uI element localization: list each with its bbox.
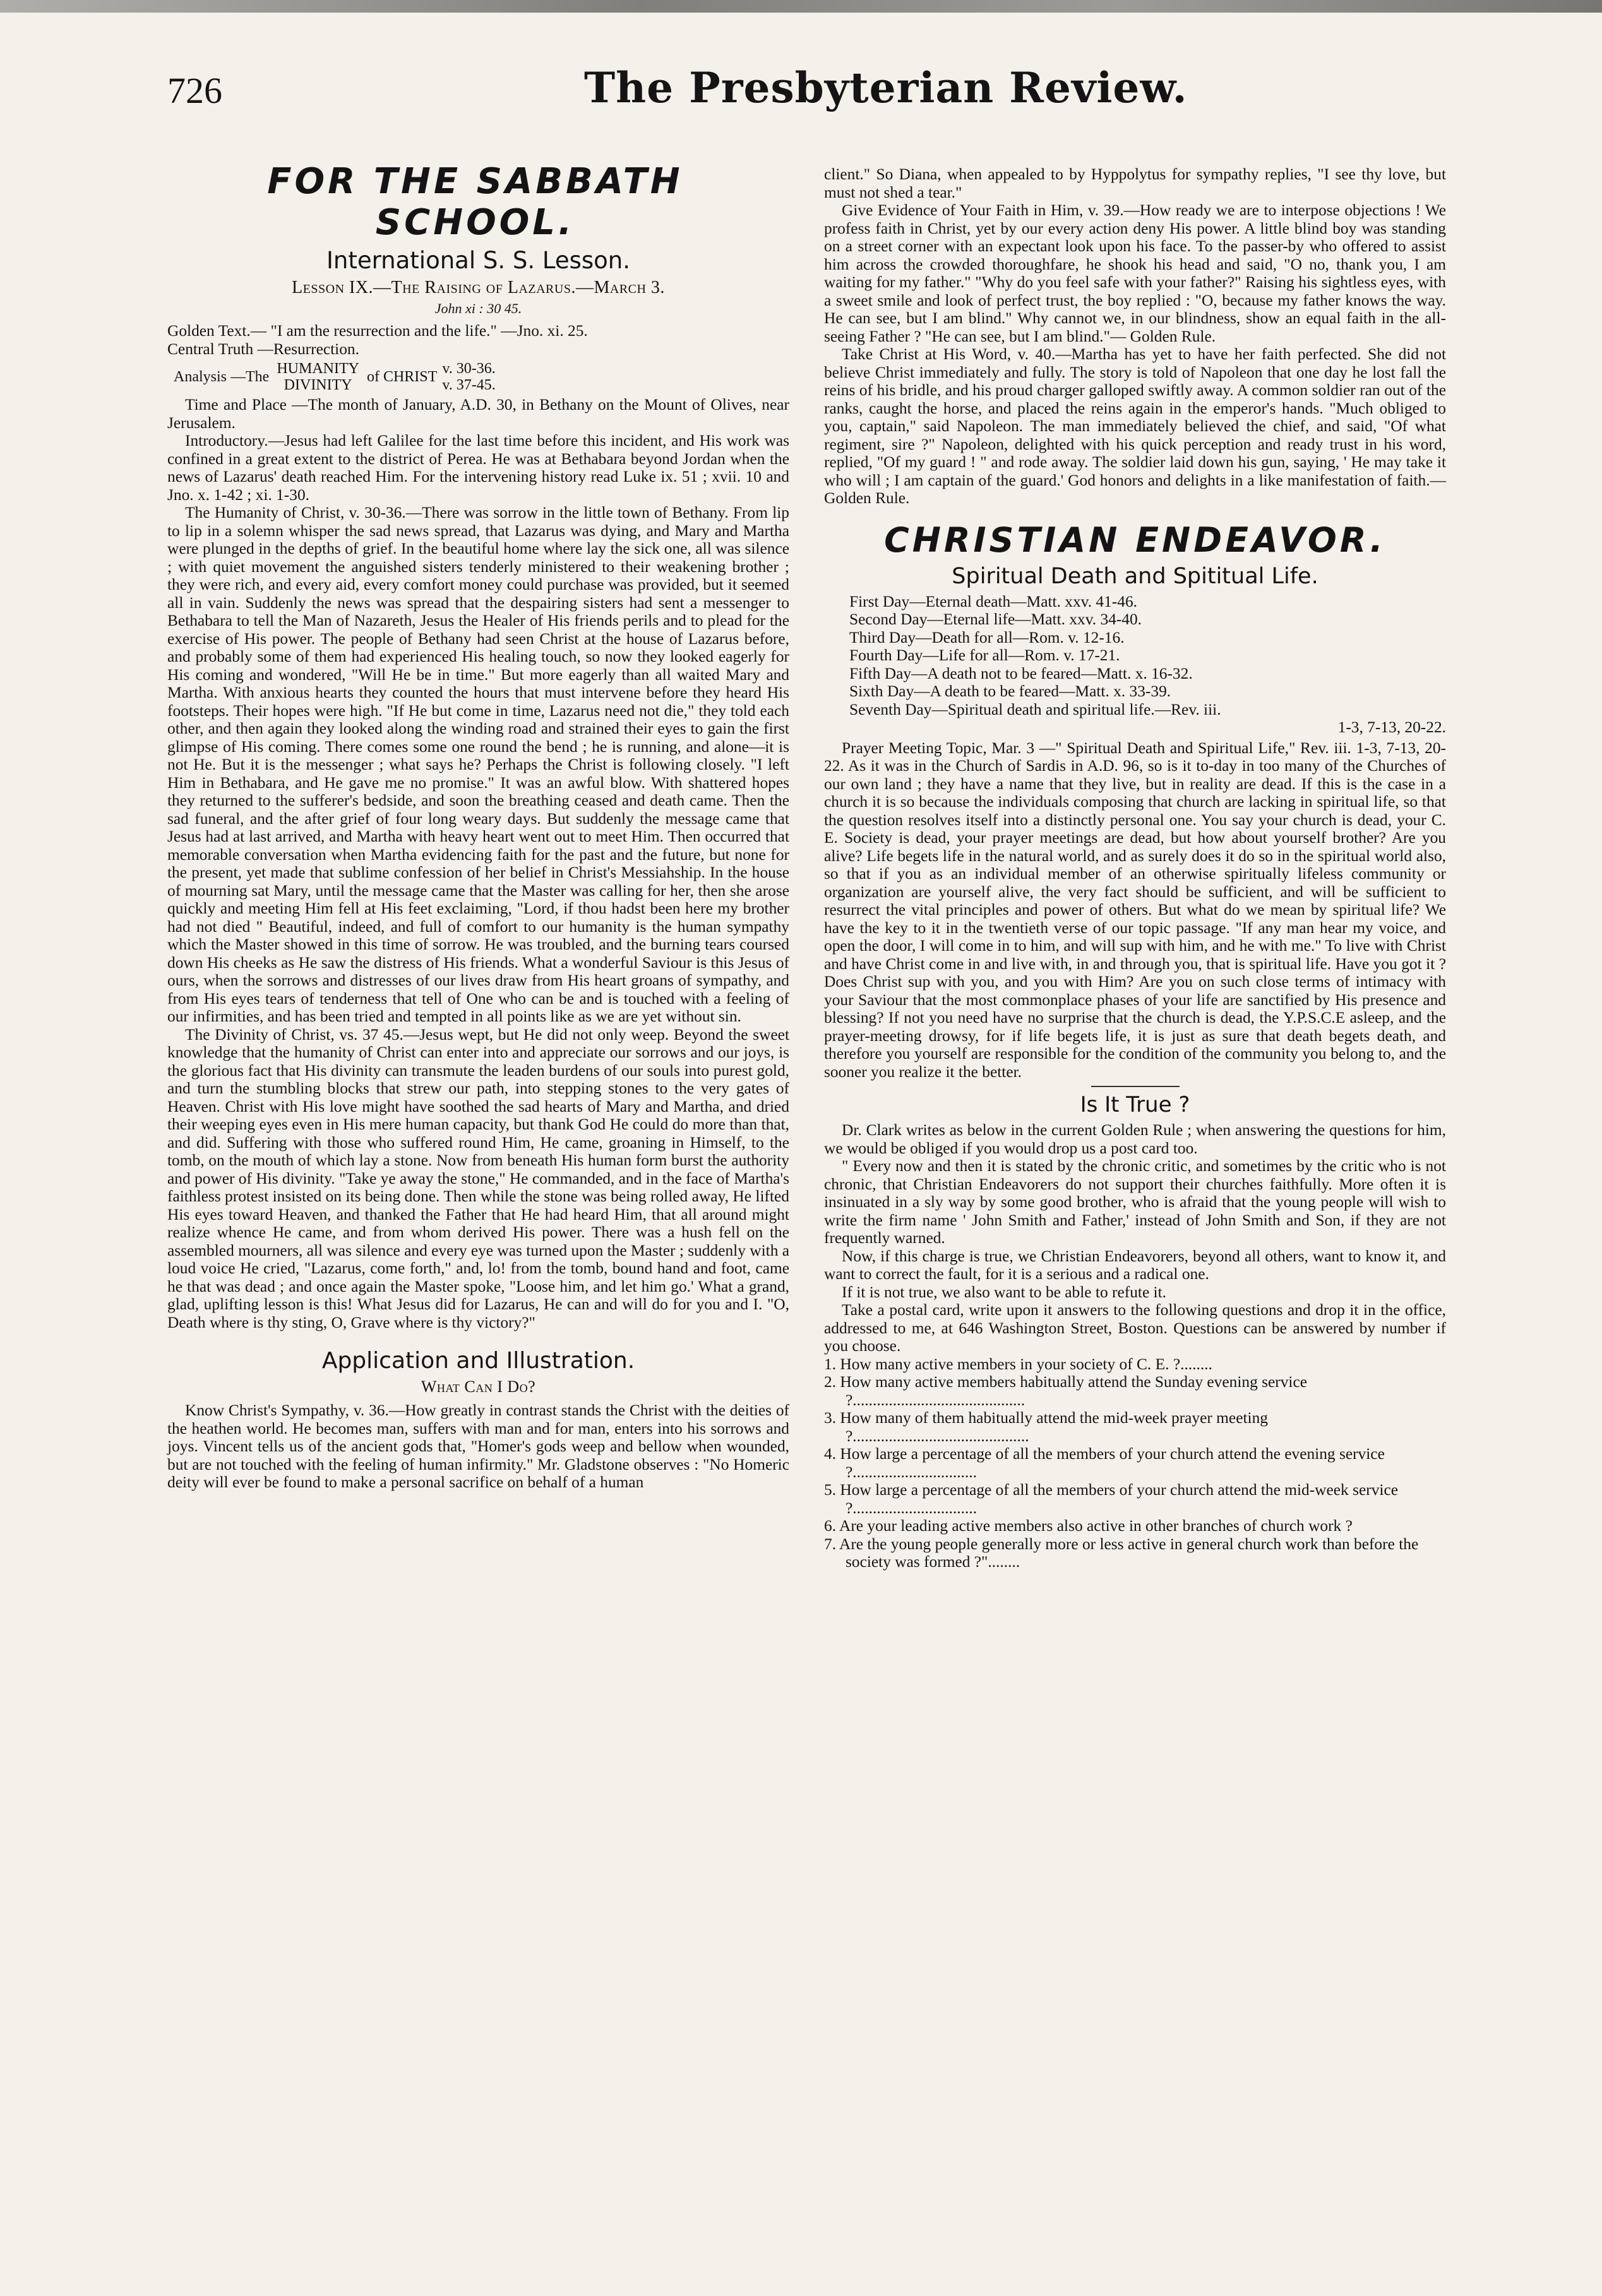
time-and-place: Time and Place —The month of January, A.D. 30, in Bethany on the Mount of Olives, near Jerusalem.	[167, 396, 789, 432]
question-item: 2. How many active members habitually attend the Sunday evening service ?...........................................	[824, 1373, 1308, 1409]
central-truth: Central Truth —Resurrection.	[167, 340, 359, 358]
endeavor-body	[824, 739, 1446, 1081]
golden-text: Golden Text.— "I am the resurrection and the life." —Jno. xi. 25.	[167, 322, 588, 340]
page-number: 726	[167, 70, 222, 111]
application-title: Application and Illustration.	[321, 1348, 635, 1374]
lesson-title: Lesson IX.—The Raising of Lazarus.—March 3.	[292, 278, 665, 297]
lesson-scripture: John xi : 30 45.	[434, 300, 522, 316]
scan-edge-band	[0, 0, 1602, 13]
question-item: 4. How large a percentage of all the members of your church attend the evening service ?...............................	[824, 1445, 1385, 1481]
humanity-paragraph: The Humanity of Christ, v. 30-36.—There was sorrow in the little town of Bethany. From lip to lip in a solemn whisper the sad news spread, that Lazarus was dying, and Mary and Martha were plunged in the depths of grief. In the beautiful home where lay the sick one, all was silence ; with quiet movement the anguished sisters tenderly ministered to their weakening brother ; they were rich, and every aid, every comfort money could purchase was provided, but it seemed all in vain. Suddenly the news was spread that the despairing sisters had sent a messenger to Bethabara to tell the Man of Nazareth, Jesus the Healer of His friends perils and to plead for the exercise of His power. The people of Bethany had seen Christ at the house of Lazarus before, and probably some of them had experienced His healing touch, so now they looked eagerly for His coming and wondered, "Will He be in time." But more eagerly than all waited Mary and Martha. With anxious hearts they counted the hours that must intervene before they heard His footsteps. Their hopes were high. "If He but come in time, Lazarus need not die," they told each other, and then again they looked along the winding road and strained their eyes to gain the first glimpse of His coming. There comes some one round the bend ; he is running, and alone—it is not He. But it is the messenger ; what says he? Perhaps the Christ is following closely. "I left Him in Bethabara, and He gave me no promise." It was an awful blow. With shattered hopes they returned to the sufferer's bedside, and soon the breathing ceased and death came. Then the sad funeral, and the after grief of four long weary days. But suddenly the message came that Jesus had at last arrived, and Martha with heavy heart went out to meet Him. Then occurred that memorable conversation when Martha evidencing faith for the past and the future, but none for the present, yet made that sublime confession of her belief in Christ's Messiahship. In the house of mourning sat Mary, until the message came that the Master was calling for her, then she arose quickly and meeting Him fell at His feet exclaiming, "Lord, if thou hadst been here my brother had not died " Beautiful, indeed, and full of comfort to our humanity is the human sympathy which the Master showed in this time of sorrow. He was troubled, and the burning tears coursed down His cheeks as He saw the distress of His friends. What a wonderful Saviour is this Jesus of ours, when the sorrows and distresses of our lives draw from His heart groans of sympathy, and from His eyes tears of tenderness that tell of One who can be and is touched with a feeling of our infirmities, and has been tried and tempted in all points like as we are yet without sin.	[167, 504, 789, 1025]
analysis-ref-2: v. 37-45.	[442, 377, 496, 393]
what-can-i-do-heading: What Can I Do?	[421, 1377, 536, 1396]
section-divider	[1091, 1086, 1180, 1087]
analysis-humanity: HUMANITY	[277, 360, 359, 377]
daily-readings	[849, 593, 1446, 737]
reading-day: Seventh Day—Spiritual death and spiritual life.—Rev. iii.	[849, 700, 1221, 718]
analysis-refs	[442, 360, 495, 393]
prayer-meeting-paragraph: Prayer Meeting Topic, Mar. 3 —" Spiritual Death and Spiritual Life," Rev. iii. 1-3, 7-13, 20-22. As it was in the Church of Sardis in A.D. 96, so is it to-day in too many of the Churches of our own land ; they have a name that they live, but in reality are dead. If this is the case in a church it is so because the individuals composing that church are lacking in spiritual life, so that the question resolves itself into a distinctly personal one. You say your church is dead, your C. E. Society is dead, your prayer meetings are dead, but how about yourself brother? Are you alive? Life begets life in the natural world, and as surely does it do so in the spiritual world also, so that if you as an individual member of an otherwise spiritually lifeless community or organization are yourself alive, the very fact should be sufficient, and will be sufficient to resurrect the vital principles and power of others. But what do we mean by spiritual life? We have the key to it in the twentieth verse of our topic passage. "If any man hear my voice, and open the door, I will come in to him, and will sup with him, and he with me." To live with Christ and have Christ come in and live with, in and through you, that is spiritual life. Have you got it ? Does Christ sup with you, and you with Him? Are you on such close terms of intimacy with your Saviour that the most commonplace phases of your life are sanctified by His presence and blessing? If not you need have no surprise that the church is dead, the Y.P.S.C.E asleep, and the prayer-meeting drowsy, for if life begets life, it is just as sure that death begets death, and therefore you yourself are responsible for the condition of the community you belong to, and the sooner you realize it the better.	[824, 739, 1446, 1081]
question-item: 7. Are the young people generally more or less active in general church work than before the society was formed ?"........	[824, 1535, 1419, 1571]
masthead-title: The Presbyterian Review.	[584, 63, 1188, 112]
question-item: 6. Are your leading active members also active in other branches of church work ?	[824, 1517, 1353, 1535]
lesson-series-title: International S. S. Lesson.	[326, 247, 631, 274]
analysis-label: Analysis —The	[174, 369, 270, 385]
endeavor-topic-title: Spiritual Death and Spititual Life.	[952, 563, 1318, 589]
continuation-paragraph: client." So Diana, when appealed to by Hyppolytus for sympathy replies, "I see thy love, but must not shed a tear."	[824, 165, 1446, 201]
reading-day: Third Day—Death for all—Rom. v. 12-16.	[849, 628, 1125, 646]
introductory-paragraph: Introductory.—Jesus had left Galilee for the last time before this incident, and His work was confined in a great extent to the district of Perea. He was at Bethabara beyond Jordan when the news of Lazarus' death reached Him. For the intervening history read Luke ix. 51 ; xvii. 10 and Jno. x. 1-42 ; xi. 1-30.	[167, 432, 789, 504]
sabbath-school-banner: FOR THE SABBATH SCHOOL.	[267, 161, 683, 243]
left-column	[167, 161, 789, 1492]
christian-endeavor-banner: CHRISTIAN ENDEAVOR.	[884, 520, 1386, 560]
question-list	[824, 1355, 1446, 1571]
analysis-ref-1: v. 30-36.	[442, 360, 496, 377]
reading-day: Second Day—Eternal life—Matt. xxv. 34-40.	[849, 610, 1142, 628]
application-body	[167, 1401, 789, 1492]
reading-day: Sixth Day—A death to be feared—Matt. x. 33-39.	[849, 682, 1171, 700]
know-sympathy-paragraph: Know Christ's Sympathy, v. 36.—How greatly in contrast stands the Christ with the deities of the heathen world. He becomes man, suffers with man and for man, enters into his sorrows and joys. Vincent tells us of the ancient gods that, "Homer's gods weep and bellow when wounded, but are not touched with the feeling of human infirmity." Mr. Gladstone observes : "No Homeric deity will ever be found to make a personal sacrifice on behalf of a human	[167, 1401, 789, 1491]
divinity-paragraph: The Divinity of Christ, vs. 37 45.—Jesus wept, but He did not only weep. Beyond the sweet knowledge that the humanity of Christ can enter into and appreciate our sorrows and our joys, is the glorious fact that His divinity can transmute the leaden burdens of our souls into purest gold, and turn the stumbling blocks that strew our path, into stepping stones to the very gates of Heaven. Christ with His love might have soothed the sad hearts of Mary and Martha, and dried their weeping eyes even in His mere human capacity, but thank God He could do more than that, and did. Suffering with those who suffered round Him, He came, groaning in Himself, to the tomb, on the mouth of which lay a stone. Now from beneath His human form burst the authority and power of His divinity. "Take ye away the stone," He commanded, and in the face of Martha's faithless protest insisted on its being done. Then while the stone was being rolled away, He lifted His eyes toward Heaven, and thanked the Father that He had heard Him, that all around might realize whence He came, and from whom derived His power. There was a hush fell on the assembled mourners, all was silence and every eye was turned upon the Master ; suddenly with a loud voice He cried, "Lazarus, come forth," and, lo! from the tomb, bound hand and foot, came he that was dead ; and once again the Master spoke, "Loose him, and let him go.' What a grand, glad, uplifting lesson is this! What Jesus did for Lazarus, He can and will do for you and I. "O, Death where is thy sting, O, Grave where is thy victory?"	[167, 1025, 790, 1331]
page-header	[167, 58, 1449, 128]
is-it-true-body	[824, 1121, 1446, 1355]
right-column	[824, 165, 1446, 1571]
analysis-of-christ: of CHRIST	[366, 369, 438, 385]
quote-paragraph: Take a postal card, write upon it answers to the following questions and drop it in the office, addressed to me, at 646 Washington Street, Boston. Questions can be answered by number if you choose.	[824, 1301, 1446, 1355]
question-item: 1. How many active members in your society of C. E. ?........	[824, 1355, 1212, 1373]
reading-day: Fourth Day—Life for all—Rom. v. 17-21.	[849, 646, 1120, 664]
question-item: 3. How many of them habitually attend the mid-week prayer meeting ?............................................	[824, 1409, 1268, 1445]
reading-day: Fifth Day—A death not to be feared—Matt. x. 16-32.	[849, 664, 1193, 682]
quote-paragraph: If it is not true, we also want to be able to refute it.	[842, 1283, 1167, 1301]
take-christ-paragraph: Take Christ at His Word, v. 40.—Martha has yet to have her faith perfected. She did not believe Christ immediately and fully. The story is told of Napoleon that one day he lost fall the reins of his bridle, and his proud charger galloped swiftly away. A common soldier ran out of the ranks, caught the horse, and placed the reins again in the emperor's hands. "Much obliged to you, captain," said Napoleon. The man immediately believed the chief, and said, "Of what regiment, sire ?" Napoleon, delighted with his quick perception and ready trust in his word, replied, "Of my guard ! " and rode away. The soldier laid down his gun, saying, ' He may take it who will ; I am captain of the guard.' God honors and delights in a like manifestation of faith.—Golden Rule.	[824, 345, 1446, 507]
analysis-block	[174, 360, 789, 393]
quote-paragraph: " Every now and then it is stated by the chronic critic, and sometimes by the critic who is not chronic, that Christian Endeavorers do not support their churches faithfully. More often it is insinuated in a sly way by some good brother, who is afraid that the young people will wish to write the firm name ' John Smith and Father,' instead of John Smith and Son, if they are not frequently warned.	[824, 1157, 1446, 1247]
reading-day: First Day—Eternal death—Matt. xxv. 41-46.	[849, 592, 1138, 610]
analysis-stack	[277, 360, 359, 393]
application-continued	[824, 165, 1446, 508]
question-item: 5. How large a percentage of all the members of your church attend the mid-week service ?...............................	[824, 1481, 1398, 1517]
reading-day-tail: 1-3, 7-13, 20-22.	[1337, 718, 1446, 736]
quote-paragraph: Now, if this charge is true, we Christian Endeavorers, beyond all others, want to know it, and want to correct the fault, for it is a serious and a radical one.	[824, 1247, 1446, 1283]
lesson-body	[167, 322, 789, 1331]
is-it-true-title: Is It True ?	[1080, 1092, 1190, 1117]
dr-clark-paragraph: Dr. Clark writes as below in the current Golden Rule ; when answering the questions for him, we would be obliged if you would drop us a post card too.	[824, 1121, 1446, 1157]
analysis-divinity: DIVINITY	[284, 377, 352, 393]
give-evidence-paragraph: Give Evidence of Your Faith in Him, v. 39.—How ready we are to interpose objections ! We profess faith in Christ, yet by our every action deny His power. A little blind boy was standing on a street corner with an expectant look upon his face. To the passer-by who offered to assist him across the crowded thoroughfare, he shook his head and said, "O no, thank you, I am waiting for my father." "Why do you feel safe with your father?" Raising his sightless eyes, with a sweet smile and look of perfect trust, the boy replied : "O, because my father knows the way. He can see, but I am blind." Why cannot we, in our blindness, show an equal faith in the all-seeing Father ? "He can see, but I am blind."— Golden Rule.	[824, 201, 1446, 345]
